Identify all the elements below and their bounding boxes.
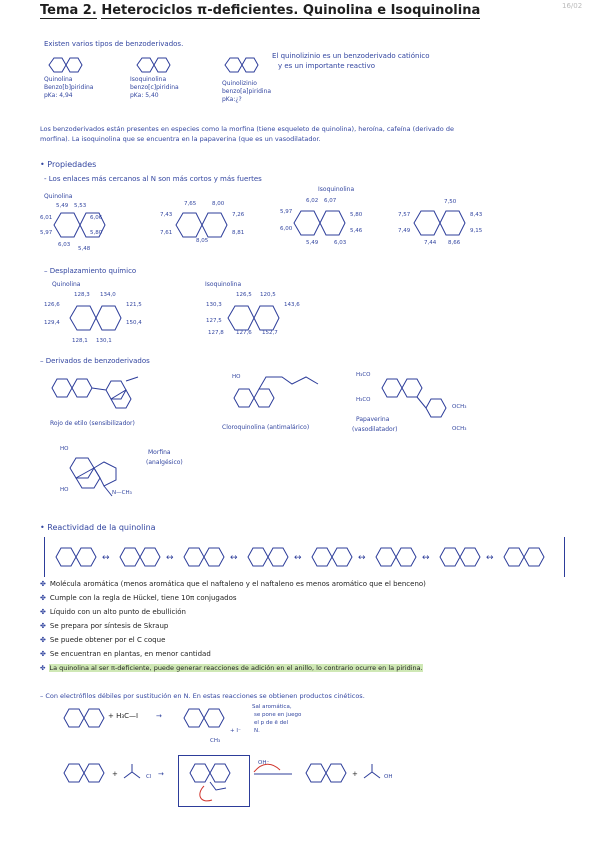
morfina-ho-2: HO [60, 487, 69, 493]
svg-text:↔: ↔ [294, 553, 302, 563]
quinolizinio-name: Quinolizinio [222, 80, 257, 87]
reactivity-heading: • Reactividad de la quinolina [40, 523, 156, 532]
resonance-structures [50, 541, 560, 577]
hydroxide-label: OH⁻ [258, 760, 270, 766]
properties-heading: • Propiedades [40, 160, 97, 169]
papaverina-och3-1: OCH₃ [452, 404, 467, 410]
product-note-1: Sal aromática, [252, 704, 292, 710]
product-note-3: el p de ē del [254, 720, 289, 726]
reactivity-bullet-1: ✤ Molécula aromática (menos aromática que el naftaleno y el naftaleno es menos aromático que el benceno) [40, 580, 426, 588]
bond-isoquinolina-structure [290, 203, 346, 243]
title-number: Tema 2. [40, 3, 97, 18]
papaverina-name: Papaverina [356, 416, 390, 423]
reactivity-highlight: ✤ La quinolina al ser π-deficiente, puede generar reacciones de adición en el anillo, lo contrario ocurre en la piridina. [40, 664, 423, 672]
papaverina-role: (vasodilatador) [352, 426, 398, 433]
bond-quinolina-label: Quinolina [44, 193, 73, 200]
quinolizinio-structure [220, 55, 260, 77]
methyl-iodide: + H₃C—I [108, 712, 139, 720]
morfina-structure [64, 450, 134, 508]
cloroquinolina-structure [226, 372, 336, 412]
svg-text:↔: ↔ [422, 553, 430, 563]
intro-line: Existen varios tipos de benzoderivados. [44, 40, 184, 48]
corner-mark: 16/02 [562, 2, 583, 10]
papaverina-h3co-1: H₃CO [356, 372, 371, 378]
acylation-arrow: → [158, 770, 164, 778]
rojo-de-etilo-structure [48, 372, 158, 418]
morfina-role: (analgésico) [146, 459, 183, 466]
quinolizinio-note-1: El quinolizinio es un benzoderivado catiónico [272, 52, 430, 60]
weak-electrophile-line: – Con electrófilos débiles por sustitución en N. En estas reacciones se obtienen productos cinéticos. [40, 692, 365, 700]
morfina-ho-1: HO [60, 446, 69, 452]
isoquinolina-alt: benzo[c]piridina [130, 84, 179, 91]
isoquinolina-pka: pKa: 5,40 [130, 92, 159, 99]
derivatives-heading: – Derivados de benzoderivados [40, 357, 150, 365]
resonance-bracket-right [560, 537, 565, 577]
reactivity-bullet-5: ✤ Se puede obtener por el C coque [40, 636, 166, 644]
morfina-name: Morfina [148, 449, 171, 456]
methylation-reactant [60, 705, 110, 731]
papaverina-h3co-2: H₃CO [356, 397, 371, 403]
quinolizinio-alt: benzo[a]piridina [222, 88, 272, 95]
product-ch3: CH₃ [210, 738, 221, 744]
quinolina-name: Quinolina [44, 76, 73, 83]
shift-heading: – Desplazamiento químico [44, 267, 137, 275]
reactivity-bullet-4: ✤ Se prepara por síntesis de Skraup [40, 622, 169, 630]
shift-quinolina-structure [66, 298, 122, 338]
bond-quinolina-structure [50, 205, 106, 245]
methylation-arrow: → [156, 712, 162, 720]
svg-text:↔: ↔ [486, 553, 494, 563]
acylation-plus: + [112, 770, 118, 778]
quinolina-pka: pKa: 4,94 [44, 92, 73, 99]
bond-isoquinolina-label: Isoquinolina [318, 186, 355, 193]
cloroquinolina-label: Cloroquinolina (antimalárico) [222, 424, 310, 431]
svg-text:↔: ↔ [102, 553, 110, 563]
quinolina-structure [44, 55, 84, 75]
svg-text:↔: ↔ [358, 553, 366, 563]
morfina-n-ch3: N—CH₃ [112, 490, 132, 496]
page-title [40, 3, 480, 18]
product-iodide: + I⁻ [230, 728, 241, 734]
rojo-de-etilo-label: Rojo de etilo (sensibilizador) [50, 420, 135, 427]
acylation-reactant [60, 760, 110, 786]
quinolizinio-note-2: y es un importante reactivo [278, 62, 376, 70]
product-note-4: N. [254, 728, 260, 734]
svg-text:↔: ↔ [230, 553, 238, 563]
methylation-product [180, 705, 230, 731]
shift-quinolina-label: Quinolina [52, 281, 81, 288]
acyl-chloride [122, 760, 156, 786]
isoquinolina-structure [132, 55, 172, 75]
bond-line: - Los enlaces más cercanos al N son más cortos y más fuertes [44, 175, 262, 183]
product-plus: + [352, 770, 358, 778]
intro-paragraph-1: Los benzoderivados están presentes en especies como la morfina (tiene esqueleto de quinolina), heroína, cafeína (derivado de [40, 125, 454, 133]
isoquinolina-name: Isoquinolina [130, 76, 167, 83]
shift-isoquinolina-label: Isoquinolina [205, 281, 242, 288]
quinolina-alt: Benzo[b]piridina [44, 84, 94, 91]
reactivity-bullet-2: ✤ Cumple con la regla de Hückel, tiene 10π conjugados [40, 594, 237, 602]
hydroxide-arrow [252, 762, 302, 782]
reactivity-bullet-6: ✤ Se encuentran en plantas, en menor cantidad [40, 650, 211, 658]
acylation-product-quinolina [302, 760, 352, 786]
quinolizinio-pka: pKa:¿? [222, 96, 242, 103]
reactivity-bullet-3: ✤ Líquido con un alto punto de ebullición [40, 608, 186, 616]
papaverina-och3-2: OCH₃ [452, 426, 467, 432]
acid-product [362, 760, 392, 786]
intro-paragraph-2: morfina). La isoquinolina que se encuentra en la papaverina (que es un vasodilatador. [40, 135, 321, 143]
svg-text:↔: ↔ [166, 553, 174, 563]
acyl-intermediate [186, 760, 246, 802]
bond-isoquinolina-h-structure [410, 203, 466, 243]
acyl-chloride-cl: Cl [146, 774, 152, 780]
papaverina-structure [378, 372, 478, 434]
title-text: Heterociclos π-deficientes. Quinolina e Isoquinolina [101, 3, 481, 18]
acid-oh: OH [384, 774, 393, 780]
product-note-2: se pone en juego [254, 712, 302, 718]
